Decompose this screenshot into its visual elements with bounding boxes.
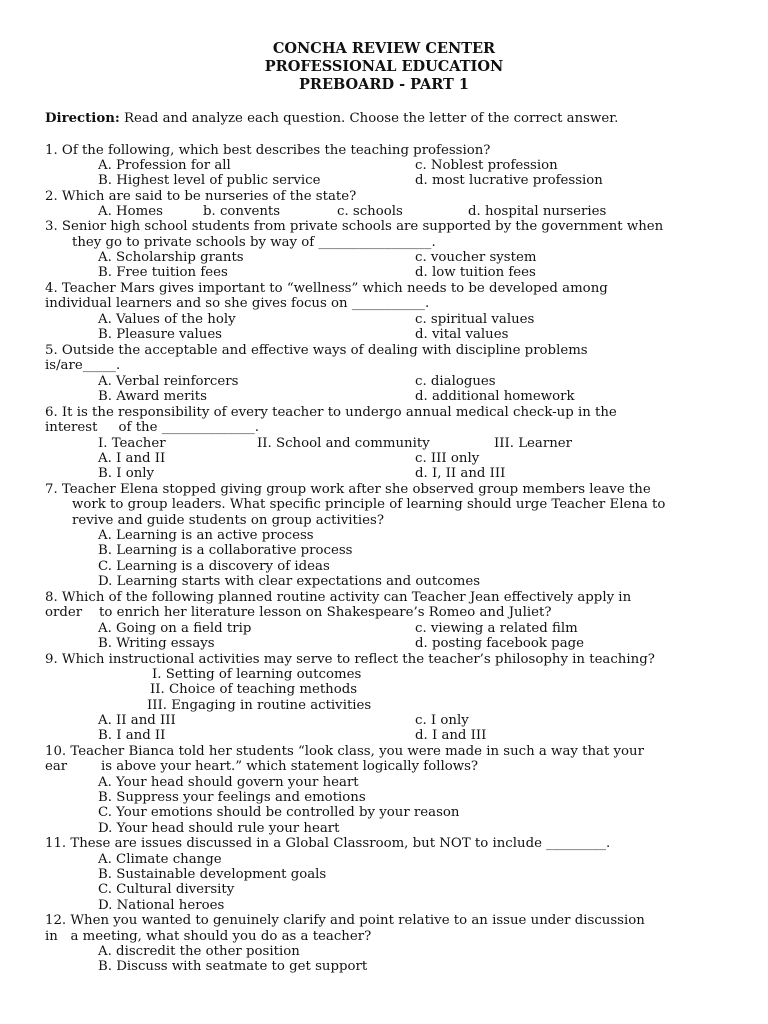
q9-option-d: d. I and III bbox=[415, 728, 487, 743]
q5-stem-1: 5. Outside the acceptable and effective ways of dealing with discipline problems bbox=[45, 343, 588, 358]
q2-option-a: A. Homes bbox=[98, 204, 163, 219]
q9-option-c: c. I only bbox=[415, 713, 469, 728]
q2-option-d: d. hospital nurseries bbox=[468, 204, 607, 219]
q9-item-i: I. Setting of learning outcomes bbox=[152, 667, 362, 682]
q6-item-iii: III. Learner bbox=[494, 436, 572, 451]
q8-stem-2: order to enrich her literature lesson on Shakespeare’s Romeo and Juliet? bbox=[45, 605, 552, 620]
q6-option-d: d. I, II and III bbox=[415, 466, 506, 481]
q5-option-d: d. additional homework bbox=[415, 389, 575, 404]
q6-stem-1: 6. It is the responsibility of every teacher to undergo annual medical check-up in the bbox=[45, 405, 617, 420]
q6-option-b: B. I only bbox=[98, 466, 155, 481]
q7-option-a: A. Learning is an active process bbox=[98, 528, 314, 543]
q9-option-a: A. II and III bbox=[98, 713, 176, 728]
q8-stem-1: 8. Which of the following planned routine activity can Teacher Jean effectively apply in bbox=[45, 590, 632, 605]
q1-option-c: c. Noblest profession bbox=[415, 158, 558, 173]
q1-option-b: B. Highest level of public service bbox=[98, 173, 321, 188]
q4-option-d: d. vital values bbox=[415, 327, 509, 342]
q9-item-iii: III. Engaging in routine activities bbox=[147, 698, 372, 713]
q3-stem-2: they go to private schools by way of _________________. bbox=[72, 235, 436, 250]
q9-item-ii: II. Choice of teaching methods bbox=[150, 682, 358, 697]
q12-stem-2: in a meeting, what should you do as a teacher? bbox=[45, 929, 372, 944]
q8-option-d: d. posting facebook page bbox=[415, 636, 584, 651]
q8-option-a: A. Going on a field trip bbox=[98, 621, 252, 636]
q10-option-c: C. Your emotions should be controlled by your reason bbox=[98, 805, 460, 820]
q12-stem-1: 12. When you wanted to genuinely clarify and point relative to an issue under discussion bbox=[45, 913, 645, 928]
q6-option-a: A. I and II bbox=[98, 451, 166, 466]
q3-option-c: c. voucher system bbox=[415, 250, 537, 265]
q8-option-b: B. Writing essays bbox=[98, 636, 215, 651]
center-name: CONCHA REVIEW CENTER bbox=[272, 40, 496, 57]
q12-option-a: A. discredit the other position bbox=[98, 944, 300, 959]
q10-option-b: B. Suppress your feelings and emotions bbox=[98, 790, 366, 805]
q5-stem-2: is/are_____. bbox=[45, 358, 121, 373]
direction-text: Read and analyze each question. Choose the letter of the correct answer. bbox=[124, 111, 619, 126]
q10-stem-2: ear is above your heart.” which statement logically follows? bbox=[45, 759, 479, 774]
q9-option-b: B. I and II bbox=[98, 728, 166, 743]
q6-item-i: I. Teacher bbox=[98, 436, 166, 451]
q11-option-b: B. Sustainable development goals bbox=[98, 867, 327, 882]
q6-option-c: c. III only bbox=[415, 451, 480, 466]
q1-option-d: d. most lucrative profession bbox=[415, 173, 603, 188]
q8-option-c: c. viewing a related film bbox=[415, 621, 578, 636]
direction-label: Direction: bbox=[45, 111, 120, 126]
q2-stem: 2. Which are said to be nurseries of the state? bbox=[45, 189, 357, 204]
q4-stem-1: 4. Teacher Mars gives important to “wellness” which needs to be developed among bbox=[45, 281, 608, 296]
q10-stem-1: 10. Teacher Bianca told her students “look class, you were made in such a way that your bbox=[45, 744, 644, 759]
q1-stem: 1. Of the following, which best describes the teaching profession? bbox=[45, 143, 491, 158]
exam-title: PREBOARD - PART 1 bbox=[299, 76, 469, 93]
q7-stem-1: 7. Teacher Elena stopped giving group work after she observed group members leave the bbox=[45, 482, 651, 497]
direction-line bbox=[45, 111, 618, 127]
q3-option-d: d. low tuition fees bbox=[415, 265, 536, 280]
q2-option-b: b. convents bbox=[203, 204, 281, 219]
q7-stem-2: work to group leaders. What specific principle of learning should urge Teacher Elena to bbox=[72, 497, 666, 512]
q5-option-a: A. Verbal reinforcers bbox=[98, 374, 239, 389]
q11-option-a: A. Climate change bbox=[98, 852, 222, 867]
q11-option-d: D. National heroes bbox=[98, 898, 225, 913]
q2-option-c: c. schools bbox=[337, 204, 403, 219]
q3-option-a: A. Scholarship grants bbox=[98, 250, 244, 265]
q7-stem-3: revive and guide students on group activities? bbox=[72, 513, 384, 528]
q6-item-ii: II. School and community bbox=[257, 436, 430, 451]
q11-stem: 11. These are issues discussed in a Global Classroom, but NOT to include _________. bbox=[45, 836, 611, 851]
q9-stem: 9. Which instructional activities may serve to reflect the teacher’s philosophy in teaching? bbox=[45, 652, 655, 667]
q5-option-b: B. Award merits bbox=[98, 389, 207, 404]
q11-option-c: C. Cultural diversity bbox=[98, 882, 235, 897]
q1-option-a: A. Profession for all bbox=[98, 158, 231, 173]
q7-option-c: C. Learning is a discovery of ideas bbox=[98, 559, 330, 574]
q6-stem-2: interest of the ______________. bbox=[45, 420, 260, 435]
q10-option-d: D. Your head should rule your heart bbox=[98, 821, 340, 836]
q5-option-c: c. dialogues bbox=[415, 374, 496, 389]
q4-option-b: B. Pleasure values bbox=[98, 327, 223, 342]
q12-option-b: B. Discuss with seatmate to get support bbox=[98, 959, 368, 974]
q3-option-b: B. Free tuition fees bbox=[98, 265, 228, 280]
q3-stem-1: 3. Senior high school students from private schools are supported by the government when bbox=[45, 219, 664, 234]
q4-stem-2: individual learners and so she gives focus on ___________. bbox=[45, 296, 430, 311]
subject-title: PROFESSIONAL EDUCATION bbox=[264, 58, 504, 75]
q4-option-c: c. spiritual values bbox=[415, 312, 535, 327]
q7-option-d: D. Learning starts with clear expectations and outcomes bbox=[98, 574, 481, 589]
q4-option-a: A. Values of the holy bbox=[98, 312, 236, 327]
q10-option-a: A. Your head should govern your heart bbox=[98, 775, 359, 790]
q7-option-b: B. Learning is a collaborative process bbox=[98, 543, 353, 558]
